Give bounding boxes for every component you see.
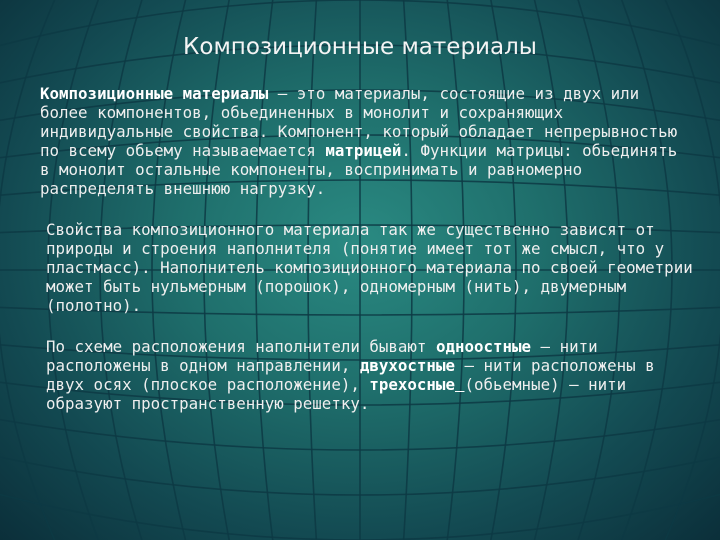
paragraph-definition — [40, 84, 696, 198]
slide-title: Композиционные материалы — [183, 34, 537, 60]
paragraph-text: – нити расположены в одном направлении, — [46, 337, 598, 375]
paragraph-text: По схеме расположения наполнители бывают — [46, 337, 436, 356]
term-uniaxial: одноостные — [435, 337, 532, 356]
paragraph-text: – это материалы, состоящие из двух или более компонентов, обьединенных в монолит и сохраняющих индивидуальные свойства. Компонент, который обладает непрерывностью по всему обьему называемается — [40, 84, 678, 160]
paragraph-arrangement — [46, 337, 696, 413]
term-triaxial: трехосные — [369, 375, 455, 394]
paragraph-text: (обьемные) – нити образуют пространственную решетку. — [46, 375, 627, 413]
paragraph-text: . Функции матрицы: обьединять в монолит остальные компоненты, воспринимать и равномерно распределять внешнюю нагрузку. — [40, 141, 678, 198]
term-biaxial: двухостные — [359, 356, 455, 375]
paragraph-text: – нити расположены в двух осях (плоское расположение), — [46, 356, 655, 394]
term-matrix: матрицей — [325, 141, 402, 160]
slide-body — [40, 84, 696, 435]
term-composite: Композиционные материалы — [40, 84, 269, 103]
paragraph-properties: Свойства композиционного материала так же существенно зависят от природы и строения наполнителя (понятие имеет тот же смысл, что у пластмасс). Наполнитель композиционного материала по своей геометрии может быть нульмерным (порошок), одномерным (нить), двумерным (полотно). — [46, 220, 693, 315]
